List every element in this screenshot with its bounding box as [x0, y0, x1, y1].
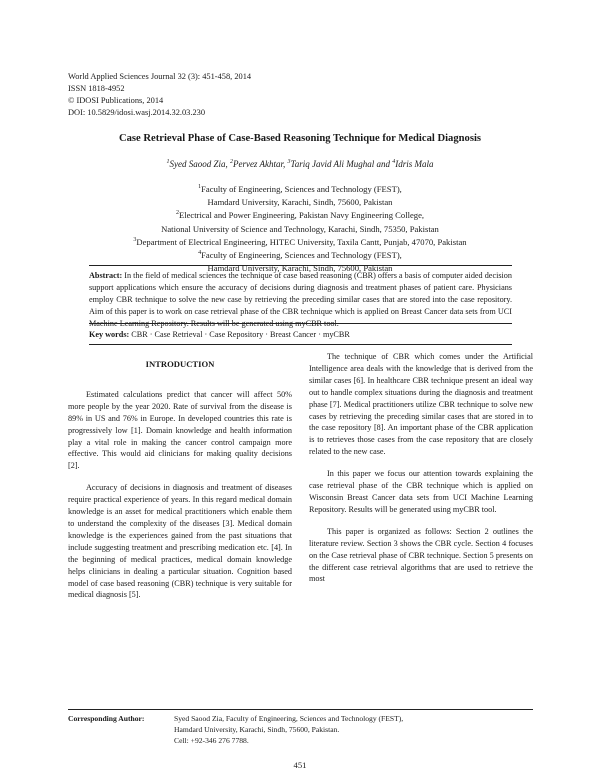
journal-issn: ISSN 1818-4952	[68, 84, 125, 93]
journal-citation: World Applied Sciences Journal 32 (3): 451-458, 2014	[68, 72, 252, 81]
author-2-sup: 2	[229, 159, 233, 165]
affiliation-3	[0, 236, 600, 249]
author-2-name: Pervez Akhtar,	[232, 159, 288, 169]
abstract-text: In the field of medical sciences the technique of case based reasoning (CBR) offers a basis of computer aided decision support applications which ensure the accuracy of decisions during diagnosis and treatment phases of patient care. Physicians employ CBR technique to solve the new case by retrieving the preceding similar cases that are stored into the case repository. Aim of this paper is to work on case retrieval phase of the CBR technique which is applied on Breast Cancer data sets from UCI Machine Learning Repository. Results will be generated using myCBR tool.	[89, 271, 512, 329]
paragraph-gap	[309, 516, 533, 526]
affiliations	[0, 183, 600, 275]
section-heading-introduction: INTRODUCTION	[145, 359, 215, 369]
intro-paragraph-3: The technique of CBR which comes under the Artificial Intelligence area deals with the knowledge that is derived from the similar cases [6]. In healthcare CBR technique present an ideal way out to handle complex situations during the diagnosis and treatment phase [7]. Medical practitioners utilize CBR technique to solve new cases by retrieving the preceding similar cases that are stored in to the case repository [8]. An important phase of the CBR application is to retrieves those cases from the case repository that are closely related to the new case.	[309, 352, 533, 457]
author-conjunction: and	[374, 159, 393, 169]
journal-copyright: © IDOSI Publications, 2014	[68, 96, 164, 105]
corresponding-author-details	[174, 713, 534, 746]
corresponding-author-label: Corresponding Author:	[68, 714, 145, 723]
journal-doi: DOI: 10.5829/idosi.wasj.2014.32.03.230	[68, 108, 206, 117]
abstract-label: Abstract:	[89, 271, 123, 280]
corresponding-author-line-1: Syed Saood Zia, Faculty of Engineering, Sciences and Technology (FEST),	[174, 714, 404, 723]
affiliation-4-line-2: Hamdard University, Karachi, Sindh, 75600, Pakistan	[207, 263, 393, 274]
affiliation-4-sup: 4	[198, 250, 202, 257]
footer-rule	[68, 709, 533, 710]
affiliation-4	[0, 249, 600, 262]
affiliation-1-sup: 1	[198, 184, 202, 191]
paragraph-gap	[68, 472, 292, 482]
affiliation-2-line-2: National University of Science and Technology, Karachi, Sindh, 75350, Pakistan	[161, 223, 439, 234]
affiliation-1-line-2: Hamdard University, Karachi, Sindh, 75600, Pakistan	[207, 197, 393, 208]
corresponding-author-line-2: Hamdard University, Karachi, Sindh, 75600, Pakistan.	[174, 725, 340, 734]
left-column	[68, 351, 292, 601]
author-1-name: Syed Saood Zia,	[169, 159, 230, 169]
keywords	[89, 329, 512, 341]
abstract-bottom-rule	[89, 323, 512, 324]
intro-paragraph-2: Accuracy of decisions in diagnosis and treatment of diseases require practical experience of years. In this regard medical domain knowledge is an asset for medical practitioners which enable them to understand the complexity of the diseases [3]. Medical domain knowledge is the experiences gained from the past situations that include suggesting treatment and prescribing medication etc. [4]. In the beginning of medical practices, medical domain knowledge helps clinicians in dealing a particular situation. Cognition based model of case based reasoning (CBR) technique is very suitable for medical diagnosis [5].	[68, 483, 292, 600]
affiliation-2-line-1: Electrical and Power Engineering, Pakistan Navy Engineering College,	[178, 210, 425, 221]
affiliation-2-sup: 2	[175, 210, 179, 217]
author-3-sup: 3	[287, 159, 291, 165]
affiliation-4-line-1: Faculty of Engineering, Sciences and Technology (FEST),	[201, 250, 402, 261]
paragraph-gap	[309, 458, 533, 468]
keywords-bottom-rule	[89, 344, 512, 345]
affiliation-1	[0, 183, 600, 196]
affiliation-3-sup: 3	[133, 236, 137, 243]
journal-info	[68, 71, 251, 119]
affiliation-2	[0, 209, 600, 222]
keywords-text: CBR · Case Retrieval · Case Repository · Breast Cancer · myCBR	[129, 330, 350, 339]
page-number: 451	[293, 760, 307, 770]
abstract-top-rule	[89, 265, 512, 266]
abstract	[89, 270, 512, 330]
intro-paragraph-1: Estimated calculations predict that cancer will affect 50% more people by the year 2020. Rate of survival from the disease is 89% in US and 76% in Europe. In developed countries this rate is progressively low [1]. Domain knowledge and health information play a vital role in making the cancer control campaign more effective. This would aid clinicians for making quality decisions [2].	[68, 389, 292, 471]
author-4-name: Idris Mala	[395, 159, 434, 169]
intro-paragraph-4: In this paper we focus our attention towards explaining the case retrieval phase of the CBR technique which is applied on Wisconsin Breast Cancer data sets from UCI Machine Learning Repository. Results will be generated using myCBR tool.	[309, 469, 533, 514]
affiliation-1-line-1: Faculty of Engineering, Sciences and Technology (FEST),	[201, 184, 402, 194]
keywords-label: Key words:	[89, 330, 130, 339]
affiliation-3-line-1: Department of Electrical Engineering, HITEC University, Taxila Cantt, Punjab, 47070, Pakistan	[136, 236, 467, 247]
right-column	[309, 351, 533, 585]
author-1-sup: 1	[166, 159, 170, 165]
paper-title: Case Retrieval Phase of Case-Based Reasoning Technique for Medical Diagnosis	[118, 133, 482, 144]
author-list	[0, 159, 600, 169]
corresponding-author-line-3: Cell: +92-346 276 7788.	[174, 736, 249, 745]
intro-paragraph-5: This paper is organized as follows: Section 2 outlines the literature review. Section 3 shows the CBR cycle. Section 4 focuses on the Case retrieval phase of CBR technique. Section 5 presents on the different case retrieval algorithms that are used to retrieve the most	[309, 526, 533, 584]
author-4-sup: 4	[392, 159, 396, 165]
author-3-name: Tariq Javid Ali Mughal	[290, 159, 375, 169]
